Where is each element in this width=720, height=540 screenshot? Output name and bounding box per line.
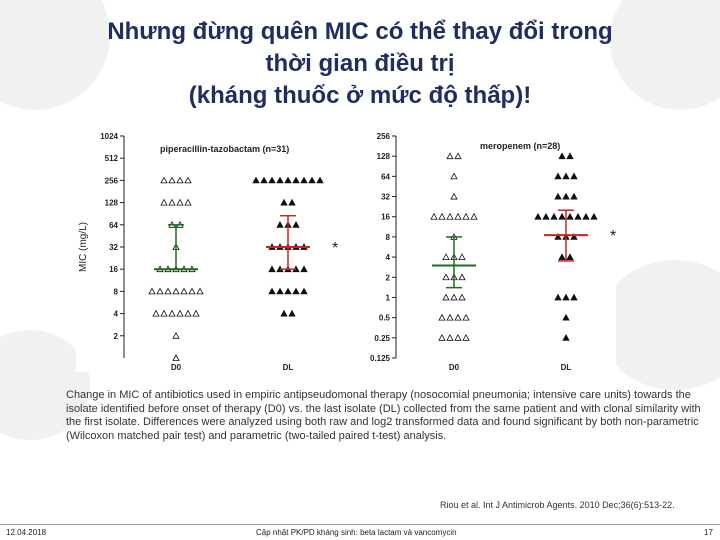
dl-data-point (563, 315, 569, 321)
dl-data-point (555, 294, 561, 300)
d0-data-point (439, 315, 445, 321)
footer-divider (0, 524, 720, 525)
dl-data-point (563, 294, 569, 300)
slide-title (40, 16, 680, 112)
y-tick-label: 0.5 (378, 313, 390, 323)
dl-data-point (583, 214, 589, 220)
d0-data-point (447, 214, 453, 220)
dl-data-point (301, 266, 307, 272)
y-tick-label: 128 (104, 198, 118, 208)
d0-data-point (451, 194, 457, 200)
d0-data-point (185, 177, 191, 183)
d0-data-point (447, 335, 453, 341)
footer-page-number: 17 (704, 528, 713, 537)
dl-data-point (269, 177, 275, 183)
dl-data-point (301, 288, 307, 294)
y-axis-label: MIC (mg/L) (78, 222, 89, 272)
significance-marker: * (332, 240, 339, 257)
y-tick-label: 256 (376, 132, 390, 141)
dl-data-point (285, 177, 291, 183)
dl-data-point (285, 288, 291, 294)
figure-caption: Change in MIC of antibiotics used in empiric antipseudomonal therapy (nosocomial pneumonia; intensive care units) towards the isolate identified before onset of therapy (D0) vs. the last isolate (DL) collected from the same patient and with clonal similarity with the first isolate. Differences were analyzed using both raw and log2 transformed data and found significant by both non-parametric (Wilcoxon matched pair test) and parametric (two-tailed paired t-test) analysis. (66, 389, 701, 442)
d0-data-point (161, 311, 167, 317)
dl-data-point (551, 214, 557, 220)
d0-data-point (463, 214, 469, 220)
y-tick-label: 4 (385, 253, 390, 263)
y-tick-label: 8 (113, 287, 118, 297)
y-tick-label: 8 (385, 232, 390, 242)
d0-data-point (459, 274, 465, 280)
dl-data-point (281, 311, 287, 317)
dl-data-point (293, 222, 299, 228)
dl-data-point (567, 254, 573, 260)
d0-data-point (157, 288, 163, 294)
dl-data-point (261, 177, 267, 183)
d0-data-point (177, 177, 183, 183)
d0-data-point (447, 315, 453, 321)
d0-data-point (169, 200, 175, 206)
chart-meropenem (360, 126, 616, 372)
d0-data-point (455, 214, 461, 220)
title-line: thời gian điều trị (265, 50, 455, 77)
background-blob (600, 260, 720, 390)
y-tick-label: 2 (113, 331, 118, 341)
y-tick-label: 16 (109, 265, 118, 275)
dl-data-point (253, 177, 259, 183)
dl-data-point (293, 177, 299, 183)
dl-data-point (269, 266, 275, 272)
d0-data-point (173, 355, 179, 361)
dl-data-point (309, 177, 315, 183)
d0-data-point (443, 254, 449, 260)
title-line: (kháng thuốc ở mức độ thấp)! (188, 82, 532, 109)
y-tick-label: 512 (104, 154, 118, 164)
dl-data-point (559, 153, 565, 159)
d0-data-point (463, 335, 469, 341)
dl-data-point (317, 177, 323, 183)
dl-data-point (293, 288, 299, 294)
d0-data-point (443, 294, 449, 300)
dl-data-point (269, 288, 275, 294)
d0-data-point (169, 311, 175, 317)
dl-data-point (575, 214, 581, 220)
y-tick-label: 0.25 (374, 333, 390, 343)
dl-data-point (301, 177, 307, 183)
dl-data-point (535, 214, 541, 220)
footer-title: Cập nhật PK/PD kháng sinh: beta lactam và vancomycin (256, 528, 457, 537)
x-category-label: D0 (170, 363, 182, 372)
x-category-label: DL (282, 363, 294, 372)
dl-data-point (563, 194, 569, 200)
d0-data-point (471, 214, 477, 220)
x-category-label: D0 (448, 363, 460, 372)
y-tick-label: 128 (376, 152, 390, 162)
d0-data-point (177, 200, 183, 206)
d0-data-point (161, 177, 167, 183)
d0-data-point (459, 254, 465, 260)
y-tick-label: 32 (109, 243, 118, 252)
d0-data-point (161, 200, 167, 206)
d0-data-point (169, 177, 175, 183)
footer-date: 12.04.2018 (6, 528, 47, 537)
dl-data-point (277, 222, 283, 228)
dl-data-point (563, 173, 569, 179)
x-category-label: DL (560, 363, 572, 372)
dl-data-point (277, 177, 283, 183)
chart-title: meropenem (n=28) (480, 141, 561, 151)
significance-marker: * (610, 228, 616, 246)
y-tick-label: 64 (109, 220, 118, 230)
d0-data-point (439, 214, 445, 220)
y-tick-label: 4 (113, 309, 118, 319)
d0-data-point (451, 173, 457, 179)
d0-data-point (189, 288, 195, 294)
dl-data-point (567, 214, 573, 220)
dl-data-point (571, 294, 577, 300)
d0-data-point (451, 294, 457, 300)
y-tick-label: 256 (104, 176, 118, 186)
chart-panel-left (76, 126, 350, 372)
d0-data-point (197, 288, 203, 294)
dl-data-point (555, 194, 561, 200)
d0-data-point (173, 288, 179, 294)
y-tick-label: 64 (381, 172, 390, 182)
dl-data-point (289, 311, 295, 317)
d0-data-point (185, 200, 191, 206)
y-tick-label: 2 (385, 273, 390, 283)
dl-data-point (559, 214, 565, 220)
chart-piperacillin-tazobactam (76, 126, 350, 372)
dl-data-point (289, 200, 295, 206)
dl-data-point (571, 173, 577, 179)
d0-data-point (443, 274, 449, 280)
d0-data-point (193, 311, 199, 317)
d0-data-point (173, 333, 179, 339)
citation-reference: Riou et al. Int J Antimicrob Agents. 2010 Dec;36(6):513-22. (440, 500, 675, 510)
d0-data-point (177, 311, 183, 317)
d0-data-point (185, 311, 191, 317)
d0-data-point (455, 315, 461, 321)
y-tick-label: 1024 (100, 132, 118, 141)
dl-data-point (559, 254, 565, 260)
chart-panel-right (360, 126, 616, 372)
dl-data-point (591, 214, 597, 220)
dl-data-point (543, 214, 549, 220)
d0-data-point (439, 335, 445, 341)
d0-data-point (153, 311, 159, 317)
d0-data-point (181, 288, 187, 294)
title-line: Nhưng đừng quên MIC có thể thay đổi trong (107, 18, 613, 45)
d0-data-point (149, 288, 155, 294)
d0-data-point (165, 288, 171, 294)
d0-data-point (459, 294, 465, 300)
dl-data-point (555, 173, 561, 179)
d0-data-point (447, 153, 453, 159)
dl-data-point (571, 194, 577, 200)
y-tick-label: 16 (381, 212, 390, 222)
chart-title: piperacillin-tazobactam (n=31) (160, 144, 290, 154)
d0-data-point (463, 315, 469, 321)
dl-data-point (563, 335, 569, 341)
dl-data-point (277, 288, 283, 294)
d0-data-point (455, 335, 461, 341)
y-tick-label: 1 (385, 293, 390, 303)
y-tick-label: 32 (381, 192, 390, 202)
dl-data-point (567, 153, 573, 159)
d0-data-point (455, 153, 461, 159)
d0-data-point (431, 214, 437, 220)
y-tick-label: 0.125 (369, 354, 390, 363)
dl-data-point (281, 200, 287, 206)
